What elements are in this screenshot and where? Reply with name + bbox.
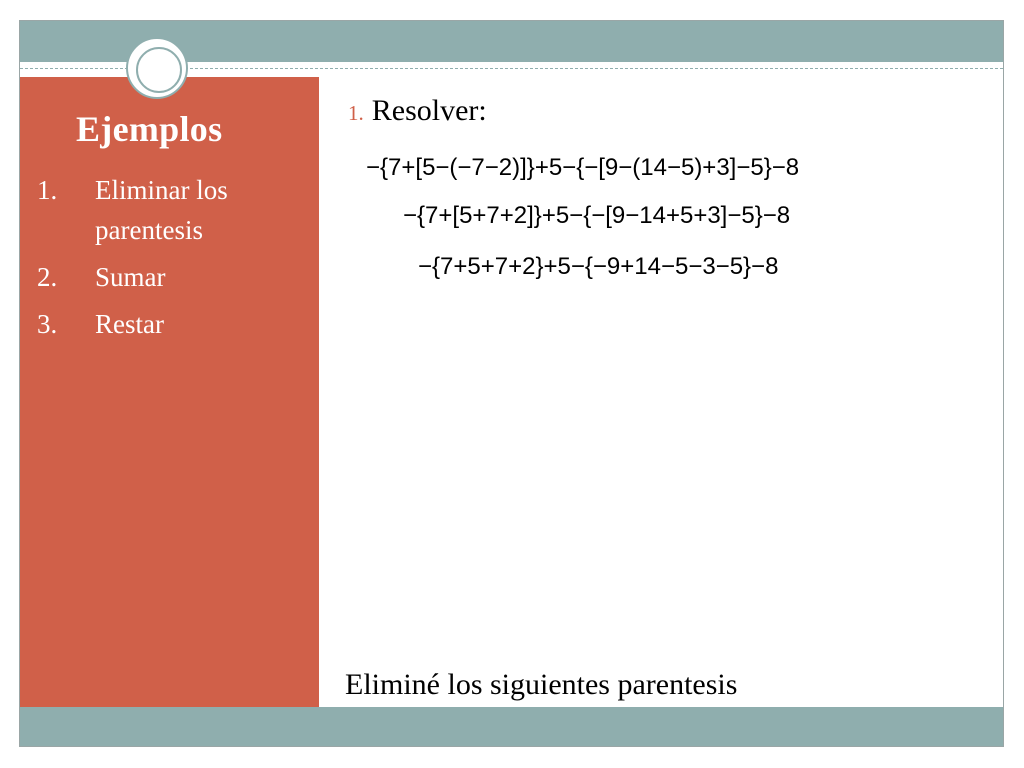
list-item-number: 2. (37, 262, 58, 292)
equation-line-2: −{7+[5+7+2]}+5−{−[9−14+5+3]−5}−8 (403, 202, 791, 229)
list-item-label: Sumar (95, 262, 166, 292)
bottom-band (20, 707, 1003, 746)
list-item-label: Eliminar los parentesis (95, 175, 228, 245)
list-item-label: Restar (95, 309, 164, 339)
footnote-text: Eliminé los siguientes parentesis (345, 668, 738, 701)
equation-line-1: −{7+[5−(−7−2)]}+5−{−[9−(14−5)+3]−5}−8 (366, 154, 800, 181)
list-item (37, 257, 307, 297)
list-item (37, 304, 307, 344)
content-heading (348, 94, 487, 128)
list-item-number: 1. (37, 175, 58, 205)
list-item-number: 3. (37, 309, 58, 339)
equation-line-3: −{7+5+7+2}+5−{−9+14−5−3−5}−8 (418, 253, 779, 280)
sidebar-list (37, 170, 307, 351)
list-item (37, 170, 307, 250)
heading-number: 1. (348, 101, 364, 125)
circle-ornament-icon (126, 37, 188, 99)
sidebar-title: Ejemplos (76, 109, 223, 149)
circle-ornament-inner (136, 47, 182, 93)
heading-text: Resolver: (371, 94, 487, 127)
